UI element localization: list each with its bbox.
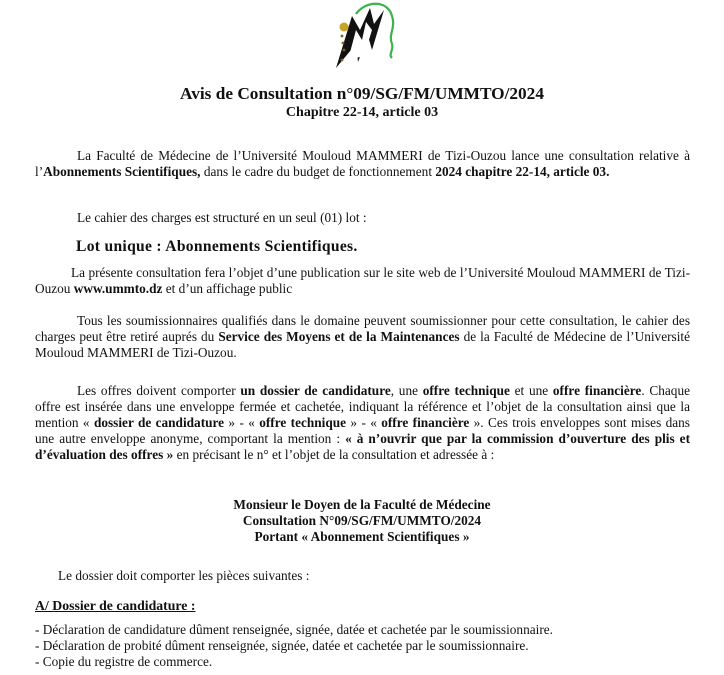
publication-text-1: La présente consultation fera l’objet d’une publication sur le site web de l’Université Mouloud MAMMERI de Tizi-Ouzou xyxy=(35,265,690,296)
offres-text: , une xyxy=(390,383,423,398)
offres-bold: un dossier de candidature xyxy=(240,383,391,398)
offres-text: » - « xyxy=(224,415,260,430)
list-item: - Déclaration de probité dûment renseignée, signée, datée et cachetée par le soumissionnaire. xyxy=(35,638,529,653)
offres-bold: offre financière xyxy=(552,383,642,398)
publication-text-2: et d’un affichage public xyxy=(162,281,293,296)
offres-text: » - « xyxy=(346,415,382,430)
cahier-paragraph: Le cahier des charges est structuré en un seul (01) lot : xyxy=(77,210,367,225)
section-a-list xyxy=(35,622,553,670)
offres-bold: offre technique xyxy=(422,383,510,398)
list-item: - Déclaration de candidature dûment renseignée, signée, datée et cachetée par le soumissionnaire. xyxy=(35,622,553,637)
website-link[interactable]: www.ummto.dz xyxy=(73,281,163,296)
address-block xyxy=(0,497,724,545)
offres-text: et une xyxy=(509,383,553,398)
offres-text: en précisant le n° et l’objet de la consultation et adressée à : xyxy=(173,447,495,462)
offres-bold: dossier de candidature xyxy=(93,415,225,430)
address-line: Portant « Abonnement Scientifiques » xyxy=(254,529,470,544)
address-line: Consultation N°09/SG/FM/UMMTO/2024 xyxy=(242,513,482,528)
page-title: Avis de Consultation n°09/SG/FM/UMMTO/2024 xyxy=(180,84,544,103)
soumission-bold-1: Service des Moyens et de la Maintenances xyxy=(218,329,460,344)
university-logo xyxy=(326,0,398,72)
offres-bold: offre financière xyxy=(381,415,470,430)
soumission-paragraph xyxy=(35,313,690,361)
offres-text: ». Ces trois enveloppes sont mises dans une autre enveloppe anonyme, comportant la mention : xyxy=(35,415,690,446)
intro-bold-1: Abonnements Scientifiques, xyxy=(43,164,201,179)
soumission-text-2: de la Faculté de Médecine de l’Université Mouloud MAMMERI de Tizi-Ouzou. xyxy=(35,329,690,360)
intro-paragraph xyxy=(35,148,690,180)
offres-bold: « à n’ouvrir que par la commission d’ouverture des plis et d’évaluation des offres » xyxy=(35,431,690,462)
publication-paragraph xyxy=(35,265,690,297)
offres-bold: offre technique xyxy=(259,415,347,430)
page-subtitle: Chapitre 22-14, article 03 xyxy=(285,105,439,120)
section-a-title: A/ Dossier de candidature : xyxy=(35,598,196,613)
intro-text-2: dans le cadre du budget de fonctionnement xyxy=(200,164,436,179)
offres-paragraph xyxy=(35,383,690,463)
intro-bold-2: 2024 chapitre 22-14, article 03. xyxy=(435,164,610,179)
offres-text: . Chaque offre est insérée dans une enveloppe fermée et cachetée, indiquant la référence et l’objet de la consultation ainsi que la mention « xyxy=(35,383,690,430)
offres-text: Les offres doivent comporter xyxy=(77,383,241,398)
list-item: - Copie du registre de commerce. xyxy=(35,654,213,669)
intro-text-1: La Faculté de Médecine de l’Université Mouloud MAMMERI de Tizi-Ouzou lance une consultation relative à l’ xyxy=(35,148,690,179)
soumission-text-1: Tous les soumissionnaires qualifiés dans le domaine peuvent soumissionner pour cette consultation, le cahier des charges peut être retiré auprés du xyxy=(35,313,690,344)
address-line: Monsieur le Doyen de la Faculté de Médecine xyxy=(233,497,491,512)
dossier-intro: Le dossier doit comporter les pièces suivantes : xyxy=(58,568,310,583)
lot-heading: Lot unique : Abonnements Scientifiques. xyxy=(76,238,358,255)
